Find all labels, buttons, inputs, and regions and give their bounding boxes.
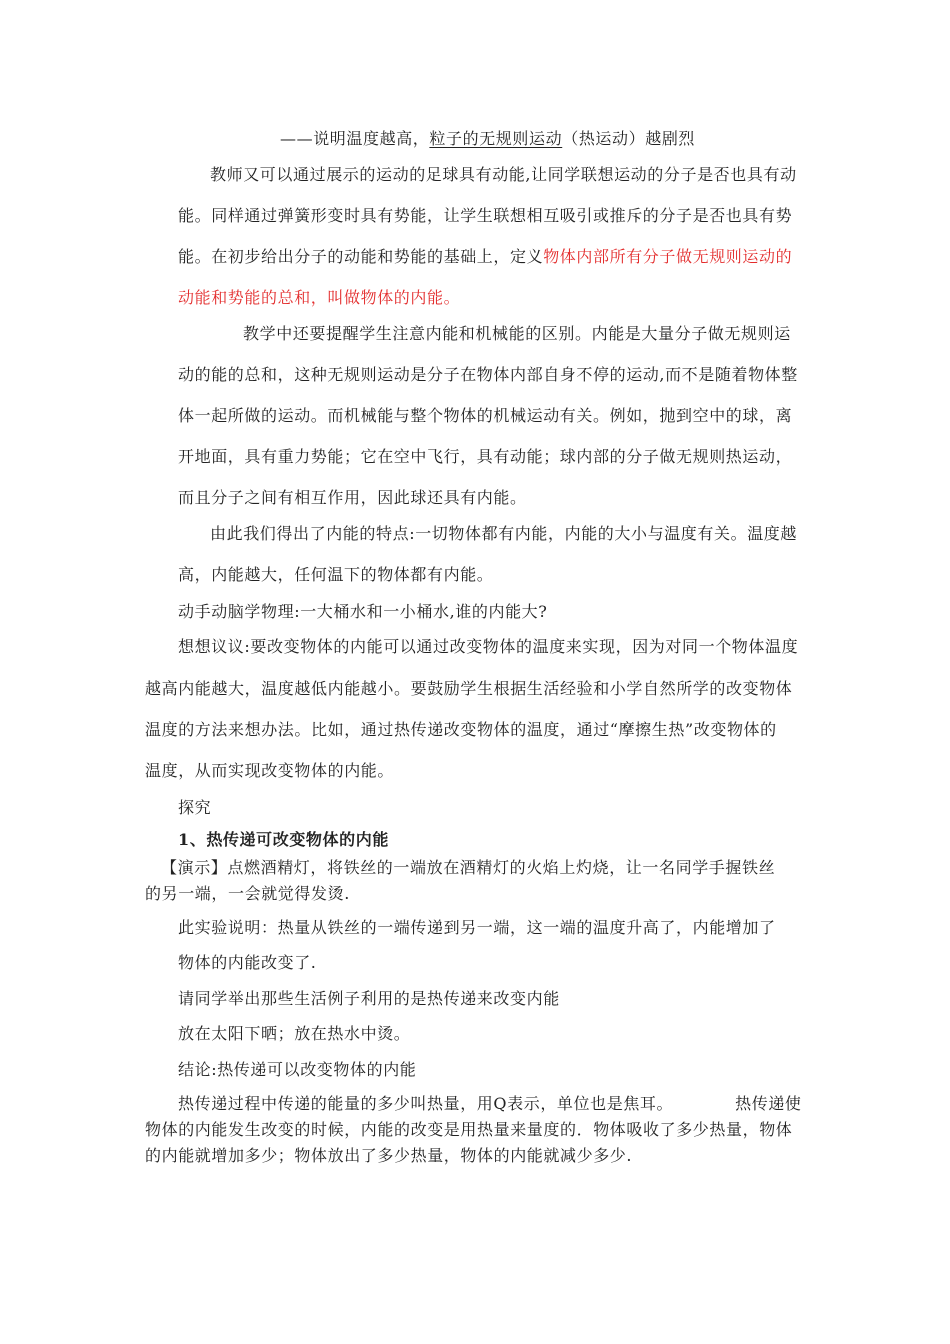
para-mechanical-line-1: 教学中还要提醒学生注意内能和机械能的区别。内能是大量分子做无规则运 — [243, 324, 791, 343]
para-discuss-line-3: 温度的方法来想办法。比如，通过热传递改变物体的温度，通过“摩擦生热”改变物体的 — [145, 720, 777, 739]
heading-line — [280, 128, 695, 150]
section-title: 1、热传递可改变物体的内能 — [178, 830, 389, 849]
question-line: 动手动脑学物理:一大桶水和一小桶水,谁的内能大? — [178, 602, 548, 621]
para-motion-line-1: 教师又可以通过展示的运动的足球具有动能,让同学联想运动的分子是否也具有动 — [210, 165, 797, 184]
conclusion-line: 结论:热传递可以改变物体的内能 — [178, 1060, 417, 1079]
heat-para-line-1-a: 热传递过程中传递的能量的多少叫热量，用Q表示，单位也是焦耳。 — [178, 1094, 674, 1113]
definition-highlight-1: 物体内部所有分子做无规则运动的 — [543, 247, 793, 266]
heat-para-line-1-b: 热传递使 — [735, 1094, 802, 1113]
para-mechanical-line-4: 开地面，具有重力势能；它在空中飞行，具有动能；球内部的分子做无规则热运动， — [178, 447, 793, 466]
definition-highlight-2: 动能和势能的总和，叫做物体的内能。 — [178, 288, 461, 307]
demo-line-1: 【演示】点燃酒精灯，将铁丝的一端放在酒精灯的火焰上灼烧，让一名同学手握铁丝 — [161, 858, 776, 877]
para-motion-line-3-plain: 能。在初步给出分子的动能和势能的基础上，定义 — [178, 247, 544, 266]
para-features-line-2: 高，内能越大，任何温下的物体都有内能。 — [178, 565, 494, 584]
explain-line-2: 物体的内能改变了. — [178, 953, 317, 972]
heat-para-line-1 — [178, 1093, 802, 1115]
para-mechanical-line-2: 动的能的总和，这种无规则运动是分子在物体内部自身不停的运动,而不是随着物体整 — [178, 365, 798, 384]
para-discuss-line-4: 温度，从而实现改变物体的内能。 — [145, 761, 395, 780]
para-motion-line-3 — [178, 246, 792, 268]
para-discuss-line-1: 想想议议:要改变物体的内能可以通过改变物体的温度来实现，因为对同一个物体温度 — [178, 637, 799, 656]
demo-line-2: 的另一端，一会就觉得发烫. — [145, 884, 350, 903]
heading-prefix: ——说明温度越高， — [280, 129, 430, 148]
explore-label: 探究 — [178, 798, 212, 817]
para-discuss-line-2: 越高内能越大，温度越低内能越小。要鼓励学生根据生活经验和小学自然所学的改变物体 — [145, 679, 793, 698]
heading-suffix: （热运动）越剧烈 — [562, 129, 696, 148]
para-features-line-1: 由此我们得出了内能的特点:一切物体都有内能，内能的大小与温度有关。温度越 — [210, 524, 797, 543]
para-motion-line-2: 能。同样通过弹簧形变时具有势能，让学生联想相互吸引或推斥的分子是否也具有势 — [178, 206, 793, 225]
heading-underlined-text: 粒子的无规则运动 — [429, 129, 563, 148]
ask-examples-line: 请同学举出那些生活例子利用的是热传递来改变内能 — [178, 989, 560, 1008]
para-mechanical-line-3: 体一起所做的运动。而机械能与整个物体的机械运动有关。例如，抛到空中的球，离 — [178, 406, 793, 425]
heat-para-line-2: 物体的内能发生改变的时候，内能的改变是用热量来量度的．物体吸收了多少热量，物体 — [145, 1120, 793, 1139]
heat-para-line-3: 的内能就增加多少；物体放出了多少热量，物体的内能就减少多少. — [145, 1146, 633, 1165]
explain-line-1: 此实验说明：热量从铁丝的一端传递到另一端，这一端的温度升高了，内能增加了 — [178, 918, 776, 937]
para-mechanical-line-5: 而且分子之间有相互作用，因此球还具有内能。 — [178, 488, 527, 507]
examples-line: 放在太阳下晒；放在热水中烫。 — [178, 1024, 411, 1043]
